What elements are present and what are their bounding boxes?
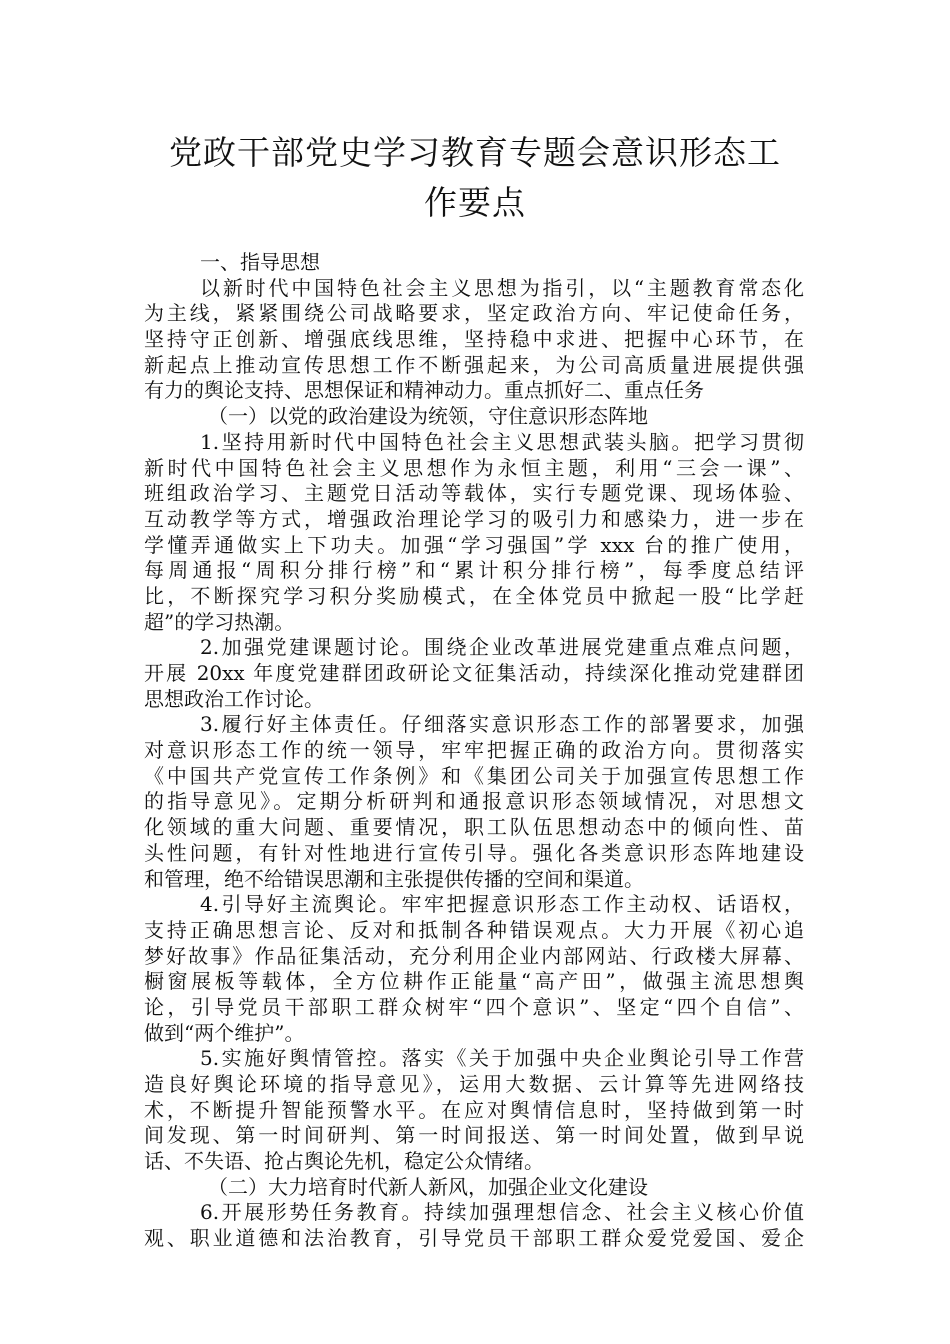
text-line: 班组政治学习、主题党日活动等载体，实行专题党课、现场体验、: [144, 481, 804, 506]
text-line: 话、不失语、抢占舆论先机，稳定公众情绪。: [144, 1149, 544, 1174]
text-line: 坚持守正创新、增强底线思维，坚持稳中求进、把握中心环节，在: [144, 327, 804, 352]
text-line: 以新时代中国特色社会主义思想为指引，以“主题教育常态化: [200, 275, 804, 300]
text-line: 6.开展形势任务教育。持续加强理想信念、社会主义核心价值: [200, 1200, 804, 1225]
text-line: 思想政治工作讨论。: [144, 686, 324, 711]
text-line: 每周通报“周积分排行榜”和“累计积分排行榜”，每季度总结评: [144, 558, 804, 583]
document-title: [100, 128, 850, 228]
text-line: 超”的学习热潮。: [144, 609, 295, 634]
text-line: （二）大力培育时代新人新风，加强企业文化建设: [208, 1174, 648, 1199]
text-line: 头性问题，有针对性地进行宣传引导。强化各类意识形态阵地建设: [144, 840, 804, 865]
text-line: 支持正确思想言论、反对和抵制各种错误观点。大力开展《初心追: [144, 917, 804, 942]
text-line: 3.履行好主体责任。仔细落实意识形态工作的部署要求，加强: [200, 712, 804, 737]
text-line: 术，不断提升智能预警水平。在应对舆情信息时，坚持做到第一时: [144, 1097, 804, 1122]
text-line: 比，不断探究学习积分奖励模式，在全体党员中掀起一股“比学赶: [144, 583, 804, 608]
text-line: 2.加强党建课题讨论。围绕企业改革进展党建重点难点问题，: [200, 635, 804, 660]
text-line: 5.实施好舆情管控。落实《关于加强中央企业舆论引导工作营: [200, 1046, 804, 1071]
text-line: （一）以党的政治建设为统领，守住意识形态阵地: [208, 404, 648, 429]
text-line: 互动教学等方式，增强政治理论学习的吸引力和感染力，进一步在: [144, 506, 804, 531]
text-line: 有力的舆论支持、思想保证和精神动力。重点抓好二、重点任务: [144, 378, 704, 403]
title-line-2: 作要点: [424, 183, 526, 222]
text-line: 观、职业道德和法治教育，引导党员干部职工群众爱党爱国、爱企: [144, 1226, 804, 1251]
text-line: 和管理，绝不给错误思潮和主张提供传播的空间和渠道。: [144, 866, 644, 891]
title-line-1: 党政干部党史学习教育专题会意识形态工: [169, 133, 781, 172]
text-line: 一、指导思想: [200, 250, 320, 274]
text-line: 《中国共产党宣传工作条例》和《集团公司关于加强宣传思想工作: [144, 763, 804, 788]
text-line: 1.坚持用新时代中国特色社会主义思想武装头脑。把学习贯彻: [200, 429, 804, 454]
text-line: 做到“两个维护”。: [144, 1020, 305, 1045]
text-line: 4.引导好主流舆论。牢牢把握意识形态工作主动权、话语权，: [200, 892, 804, 917]
text-line: 开展 20xx 年度党建群团政研论文征集活动，持续深化推动党建群团: [144, 661, 804, 685]
text-line: 的指导意见》。定期分析研判和通报意识形态领域情况，对思想文: [144, 789, 804, 814]
text-line: 间发现、第一时间研判、第一时间报送、第一时间处置，做到早说: [144, 1123, 804, 1148]
text-line: 为主线，紧紧围绕公司战略要求，坚定政治方向、牢记使命任务，: [144, 301, 804, 326]
text-line: 新时代中国特色社会主义思想作为永恒主题，利用“三会一课”、: [144, 455, 804, 480]
text-line: 学懂弄通做实上下功夫。加强“学习强国”学 xxx 台的推广使用，: [144, 532, 804, 557]
text-line: 论，引导党员干部职工群众树牢“四个意识”、坚定“四个自信”、: [144, 994, 804, 1019]
text-line: 造良好舆论环境的指导意见》，运用大数据、云计算等先进网络技: [144, 1072, 804, 1096]
text-line: 对意识形态工作的统一领导，牢牢把握正确的政治方向。贯彻落实: [144, 738, 804, 763]
text-line: 橱窗展板等载体，全方位耕作正能量“高产田”，做强主流思想舆: [144, 969, 804, 994]
text-line: 化领域的重大问题、重要情况，职工队伍思想动态中的倾向性、苗: [144, 815, 804, 840]
text-line: 梦好故事》作品征集活动，充分利用企业内部网站、行政楼大屏幕、: [144, 943, 804, 968]
text-line: 新起点上推动宣传思想工作不断强起来，为公司高质量进展提供强: [144, 352, 804, 377]
document-body: [144, 250, 804, 1252]
